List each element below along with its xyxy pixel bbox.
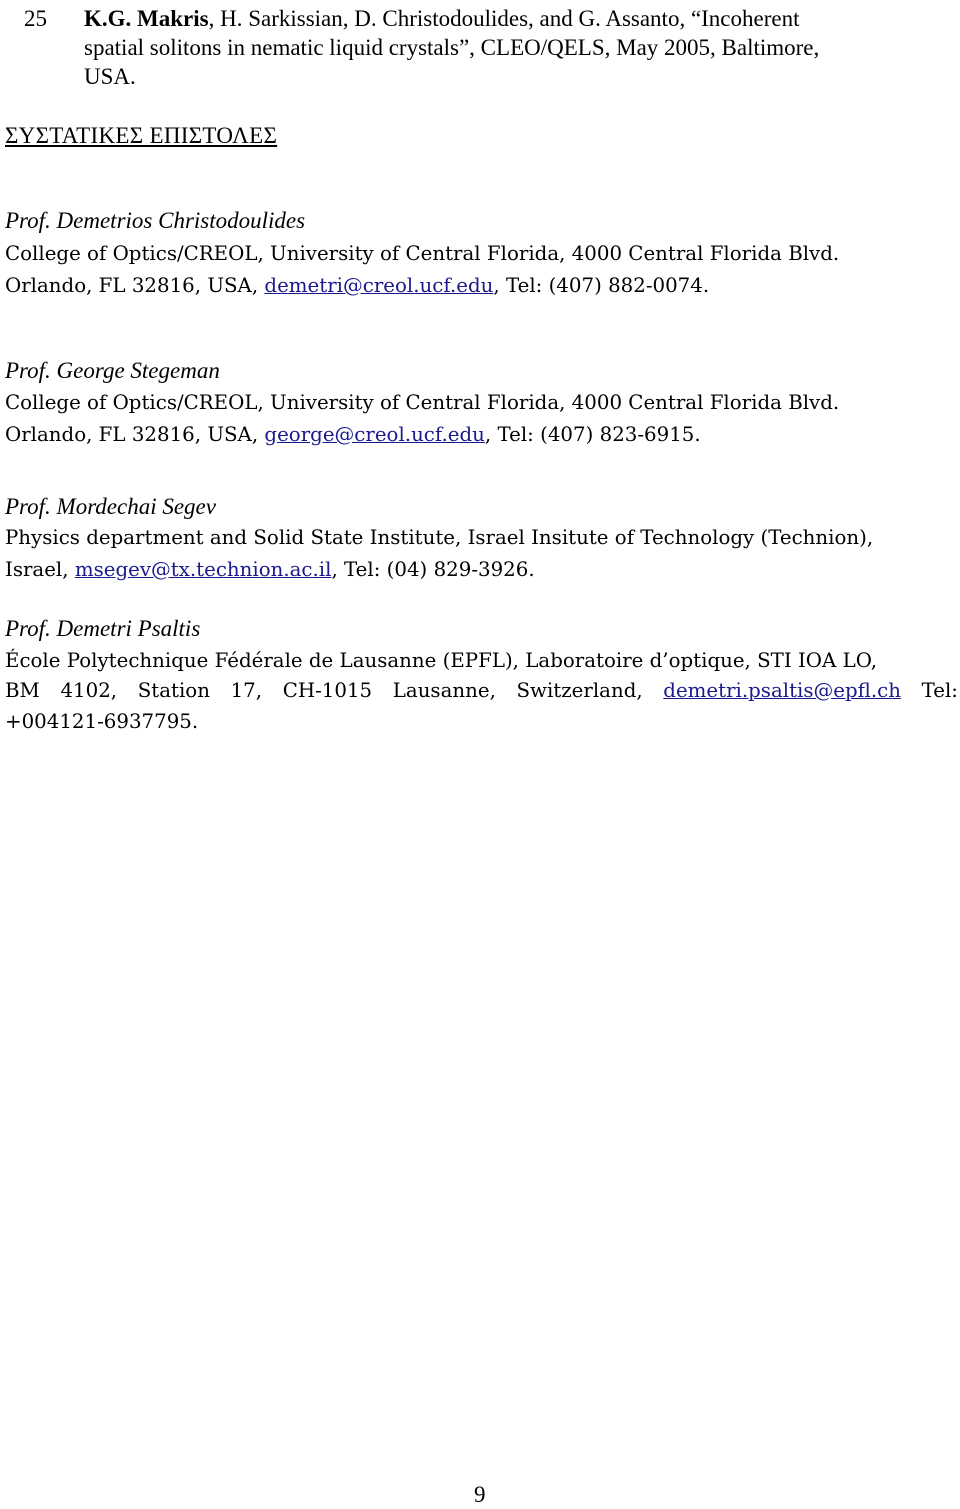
reference-line-3: USA. <box>84 64 136 89</box>
address-word: 4102, <box>60 679 118 702</box>
letter-contact <box>5 676 958 705</box>
address-word: Lausanne, <box>392 679 496 702</box>
reference-authors-rest: , H. Sarkissian, D. Christodoulides, and G. Assanto, “Incoherent <box>208 6 800 31</box>
letter-address: Orlando, FL 32816, USA, <box>5 274 265 297</box>
letter-name: Prof. Demetrios Christodoulides <box>5 208 306 233</box>
address-word: Switzerland, <box>516 679 643 702</box>
letter-tel: , Tel: (407) 882-0074. <box>493 274 710 297</box>
letter-tel: , Tel: (407) 823-6915. <box>484 423 701 446</box>
reference-line-1 <box>84 4 960 33</box>
reference-authors-bold: K.G. Makris <box>84 6 209 31</box>
reference-number: 25 <box>24 6 47 31</box>
page-number: 9 <box>474 1482 486 1507</box>
letter-affiliation: École Polytechnique Fédérale de Lausanne (EPFL), Laboratoire d’optique, STI IOA LO, <box>5 649 878 672</box>
letter-contact <box>5 420 701 449</box>
letter-email-link[interactable]: demetri@creol.ucf.edu <box>264 274 494 297</box>
letter-affiliation: College of Optics/CREOL, University of Central Florida, 4000 Central Florida Blvd. <box>5 391 840 414</box>
letter-email-link[interactable]: george@creol.ucf.edu <box>264 423 485 446</box>
letter-tel: , Tel: (04) 829-3926. <box>331 558 535 581</box>
letter-contact <box>5 555 535 584</box>
address-word: Station <box>137 679 210 702</box>
letter-name: Prof. George Stegeman <box>5 358 220 383</box>
letter-name: Prof. Demetri Psaltis <box>5 616 201 641</box>
letter-email-link[interactable]: msegev@tx.technion.ac.il <box>74 558 332 581</box>
address-word: 17, <box>230 679 263 702</box>
letter-contact <box>5 271 709 300</box>
letter-affiliation: College of Optics/CREOL, University of Central Florida, 4000 Central Florida Blvd. <box>5 242 840 265</box>
letter-address: Orlando, FL 32816, USA, <box>5 423 265 446</box>
reference-line-2: spatial solitons in nematic liquid crystals”, CLEO/QELS, May 2005, Baltimore, <box>84 35 820 60</box>
letter-tel-line-2: +004121-6937795. <box>5 710 199 733</box>
letter-address: Israel, <box>5 558 75 581</box>
address-word: BM <box>5 679 40 702</box>
letter-tel: Tel: <box>921 679 958 702</box>
address-word: CH-1015 <box>282 679 373 702</box>
section-title: ΣΥΣΤΑΤΙΚΕΣ ΕΠΙΣΤΟΛΕΣ <box>5 123 278 148</box>
letter-email-link[interactable]: demetri.psaltis@epfl.ch <box>663 679 901 702</box>
letter-name: Prof. Mordechai Segev <box>5 494 216 519</box>
letter-affiliation: Physics department and Solid State Institute, Israel Insitute of Technology (Technion), <box>5 526 874 549</box>
